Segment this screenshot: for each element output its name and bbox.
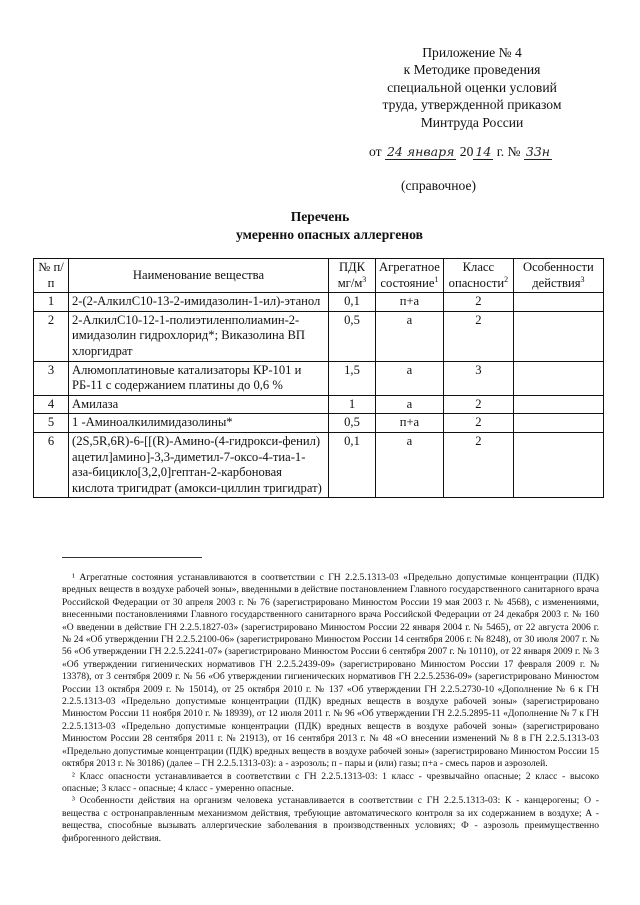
footnote-separator [62, 557, 202, 558]
row-num: 3 [34, 361, 69, 395]
table-header-row [34, 259, 604, 293]
row-features [513, 432, 603, 497]
row-state: а [376, 361, 444, 395]
row-state: п+а [376, 414, 444, 433]
row-pdk: 1 [329, 395, 376, 414]
table-row [34, 395, 604, 414]
row-state: а [376, 395, 444, 414]
row-name: 2-(2-АлкилС10-13-2-имидазолин-1-ил)-этанол [69, 293, 329, 312]
header-class: Класс опасности$^2$ [443, 259, 513, 293]
appendix-block [352, 44, 592, 131]
row-name: Амилаза [69, 395, 329, 414]
header-state: Агрегатное состояние$^1$ [376, 259, 444, 293]
row-name: 2-АлкилС10-12-1-полиэтиленполиамин-2-имидазолин гидрохлорид*; Виказолина ВП хлоргидрат [69, 311, 329, 361]
order-year-handwritten: 14 [475, 144, 492, 159]
header-features: Особенности действия$^3$ [513, 259, 603, 293]
order-number-handwritten: 33н [525, 144, 551, 159]
order-year-suffix: г. № [496, 144, 521, 159]
table-row [34, 293, 604, 312]
row-class: 2 [443, 432, 513, 497]
row-num: 2 [34, 311, 69, 361]
footnote-2: ² Класс опасности устанавливается в соответствии с ГН 2.2.5.1313-03: 1 класс - чрезвычайно опасные; 2 класс - высоко опасные; 3 класс - опасные; 4 класс - умеренно опасные. [62, 770, 599, 794]
row-pdk: 1,5 [329, 361, 376, 395]
order-year-prefix: 20 [459, 144, 474, 159]
appendix-line: Минтруда России [420, 114, 524, 130]
table-row [34, 311, 604, 361]
header-name: Наименование вещества [69, 259, 329, 293]
row-class: 3 [443, 361, 513, 395]
row-features [513, 311, 603, 361]
row-class: 2 [443, 293, 513, 312]
appendix-line: к Методике проведения [403, 62, 541, 78]
row-state: а [376, 311, 444, 361]
table-row [34, 414, 604, 433]
header-pdk: ПДК $мг/м^3$ [329, 259, 376, 293]
row-class: 2 [443, 311, 513, 361]
order-prefix: от [369, 144, 382, 159]
row-pdk: 0,5 [329, 414, 376, 433]
row-num: 4 [34, 395, 69, 414]
row-features [513, 361, 603, 395]
row-pdk: 0,1 [329, 293, 376, 312]
table-row [34, 432, 604, 497]
list-title: Перечень [290, 209, 350, 224]
order-reference [369, 144, 552, 160]
row-pdk: 0,5 [329, 311, 376, 361]
footnote-1: ¹ Агрегатные состояния устанавливаются в соответствии с ГН 2.2.5.1313-03 «Предельно допустимые концентрации (ПДК) вредных веществ в воздухе рабочей зоны», введенными в действие постановлением Главного государственного санитарного врача Российской Федерации от 30 апреля 2003 г. № 76 (зарегистрировано Минюстом России 19 мая 2003 г. № 4568), с изменениями, внесенными постановлениями Главного государственного санитарного врача Российской Федерации от 24 декабря 2003 г. № 160 «О введении в действие ГН 2.2.5.1827-03» (зарегистрировано Минюстом России 22 января 2004 г. № 5465), от 22 августа 2006 г. № 24 «Об утверждении ГН 2.2.5.2100-06» (зарегистрировано Минюстом России 14 сентября 2006 г. № 8248), от 30 июля 2007 г. № 56 «Об утверждении ГН 2.2.5.2241-07» (зарегистрировано Минюстом России 6 сентября 2007 г. № 10110), от 22 января 2009 г. № 3 «Об утверждении гигиенических нормативов ГН 2.2.5.2439-09» (зарегистрировано Минюстом России 17 февраля 2009 г. № 13378), от 3 сентября 2009 г. № 56 «Об утверждении гигиенических нормативов ГН 2.2.5.2536-09» (зарегистрировано Минюстом России 13 октября 2009 г. № 15014), от 25 октября 2010 г. № 137 «Об утверждении ГН 2.2.5.2730-10 «Дополнение № 6 к ГН 2.2.5.1313-03 «Предельно допустимые концентрации (ПДК) вредных веществ в воздухе рабочей зоны» (зарегистрировано Минюстом России 11 ноября 2010 г. № 18939), от 12 июля 2011 г. № 96 «Об утверждении ГН 2.2.5.2895-11 «Дополнение № 7 к ГН 2.2.5.1313-03 «Предельно допустимые концентрации (ПДК) вредных веществ в воздухе рабочей зоны» (зарегистрировано Минюстом России 28 сентября 2011 г. № 21913), от 16 сентября 2013 г. № 48 «О внесении изменений № 8 в ГН 2.2.5.1313-03 «Предельно допустимые концентрации (ПДК) вредных веществ в воздухе рабочей зоны» (зарегистрировано Минюстом России 15 октября 2013 г. № 30186) (далее – ГН 2.2.5.1313-03): а - аэрозоль; п - пары и (или) газы; п+а - смесь паров и аэрозолей. [62, 572, 599, 770]
row-name: (2S,5R,6R)-6-[[(R)-Амино-(4-гидрокси-фенил) ацетил]амино]-3,3-диметил-7-оксо-4-тиа-1-аза-бицикло[3,2,0]гептан-2-карбоновая кислота тригидрат (амокси-циллин тригидрат) [69, 432, 329, 497]
row-num: 5 [34, 414, 69, 433]
row-pdk: 0,1 [329, 432, 376, 497]
row-features [513, 414, 603, 433]
row-name: 1 -Аминоалкилимидазолины* [69, 414, 329, 433]
order-date-handwritten: 24 января [386, 144, 455, 159]
row-state: а [376, 432, 444, 497]
row-class: 2 [443, 395, 513, 414]
table-row [34, 361, 604, 395]
allergens-table [33, 258, 604, 498]
row-name: Алюмоплатиновые катализаторы КР-101 и РБ-11 с содержанием платины до 0,6 % [69, 361, 329, 395]
row-state: п+а [376, 293, 444, 312]
row-features [513, 395, 603, 414]
footnotes [62, 572, 599, 845]
reference-note: (справочное) [401, 178, 477, 193]
appendix-title: Приложение № 4 [422, 45, 522, 60]
row-num: 1 [34, 293, 69, 312]
header-num: № п/п [34, 259, 69, 293]
appendix-line: специальной оценки условий [387, 79, 557, 95]
appendix-line: труда, утвержденной приказом [382, 97, 562, 113]
list-subtitle: умеренно опасных аллергенов [236, 227, 423, 242]
footnote-3: ³ Особенности действия на организм человека устанавливается в соответствии с ГН 2.2.5.1313-03: К - канцерогены; О - вещества с остронаправленным механизмом действия, требующие автоматического контроля за их содержанием в воздухе; А - вещества, способные вызывать аллергические заболевания в производственных условиях; Ф - аэрозоль преимущественно фиброгенного действия. [62, 795, 599, 844]
row-class: 2 [443, 414, 513, 433]
row-num: 6 [34, 432, 69, 497]
row-features [513, 293, 603, 312]
